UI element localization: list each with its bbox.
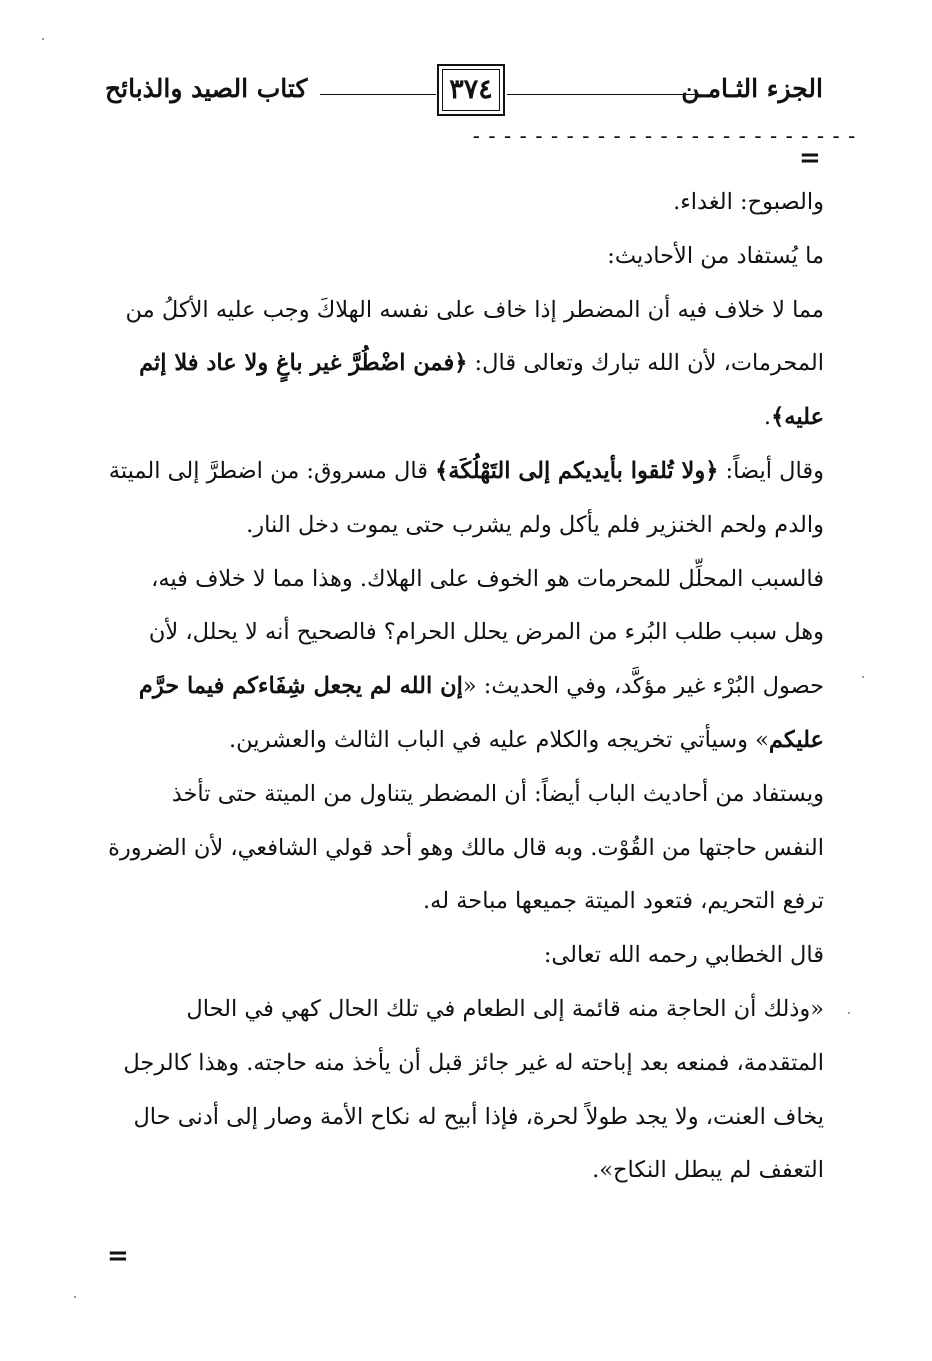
paragraph-text: » وسيأتي تخريجه والكلام عليه في الباب الثالث والعشرين.: [229, 726, 769, 753]
header-part-title: الجزء الثـامـن: [681, 74, 823, 103]
quran-quote: ﴿ولا تُلقوا بأيديكم إلى التَهْلُكَة﴾: [435, 457, 719, 484]
paragraph-text: .: [763, 404, 772, 431]
paragraph: [106, 445, 824, 553]
paragraph: [106, 553, 824, 768]
paragraph-text: قال مسروق: من اضطرَّ إلى الميتة والدم ولحم الخنزير فلم يأكل ولم يشرب حتى يموت دخل النار.: [108, 457, 824, 538]
scan-speck: [42, 38, 44, 40]
running-header: [105, 64, 823, 120]
page-number-box: [437, 64, 505, 116]
scan-speck: [862, 676, 864, 678]
header-book-title: كتاب الصيد والذبائح: [105, 74, 308, 103]
hadith-quote: إن الله لم يجعل شِفَاءكم فيما حرَّم عليكم: [138, 673, 824, 753]
paragraph: قال الخطابي رحمه الله تعالى:: [543, 942, 824, 969]
section-heading: ما يُستفاد من الأحاديث:: [607, 242, 824, 269]
paragraph: والصبوح: الغداء.: [673, 189, 824, 215]
header-rule-left: [320, 94, 436, 95]
scan-speck: [848, 1012, 850, 1014]
section-mark-top: =: [799, 143, 821, 173]
page-number: ٣٧٤: [449, 74, 493, 105]
paragraph: ويستفاد من أحاديث الباب أيضاً: أن المضطر يتناول من الميتة حتى تأخذ النفس حاجتها من القُوْت. وبه قال مالك وهو أحد قولي الشافعي، لأن الضرورة ترفع التحريم، فتعود الميتة جميعها مباحة له.: [108, 780, 824, 915]
quran-quote: ﴿فمن اضْطُرَّ غير باغٍ ولا عاد فلا إثم عليه﴾: [139, 350, 824, 431]
section-mark-bottom: =: [107, 1241, 129, 1271]
scan-speck: [74, 1296, 76, 1298]
paragraph-text: وقال أيضاً:: [718, 457, 824, 484]
header-dashed-rule: -------------------------: [470, 124, 862, 148]
paragraph-text: فالسبب المحلِّل للمحرمات هو الخوف على الهلاك. وهذا مما لا خلاف فيه، وهل سبب طلب البُرء من المرض يحلل الحرام؟ فالصحيح أنه لا يحلل، لأن حصول البُرْء غير مؤكَّد، وفي الحديث: «: [148, 565, 824, 700]
main-text: [106, 176, 824, 1198]
quoted-paragraph: «وذلك أن الحاجة منه قائمة إلى الطعام في تلك الحال كهي في الحال المتقدمة، فمنعه بعد إباحته له غير جائز قبل أن يأخذ منه حاجته. وهذا كالرجل يخاف العنت، ولا يجد طولاً لحرة، فإذا أبيح له نكاح الأمة وصار إلى أدنى حال التعفف لم يبطل النكاح».: [123, 995, 824, 1184]
header-rule-right: [507, 94, 697, 95]
paragraph: [106, 284, 824, 445]
paragraph-text: مما لا خلاف فيه أن المضطر إذا خاف على نفسه الهلاكَ وجب عليه الأكلُ من المحرمات، لأن الله تبارك وتعالى قال:: [125, 296, 824, 377]
